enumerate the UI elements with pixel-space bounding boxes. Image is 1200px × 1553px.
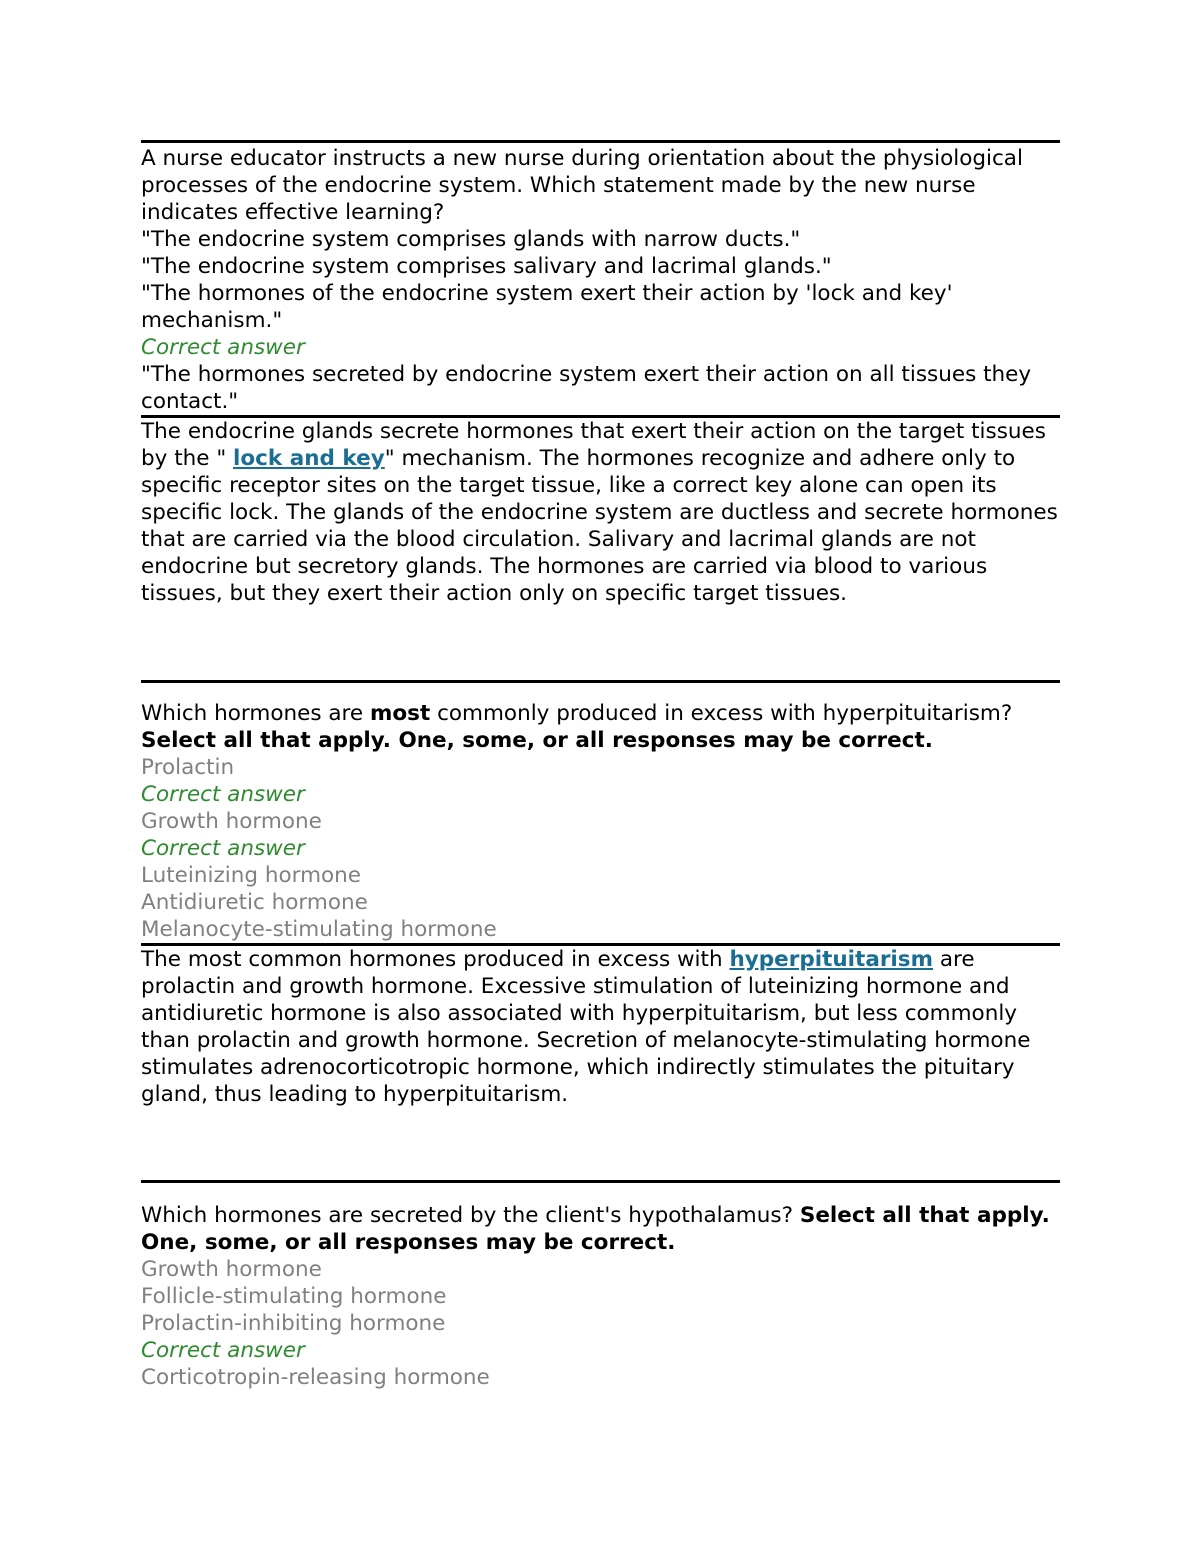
question-3: [141, 1183, 1060, 1391]
q1-rationale: [141, 418, 1060, 607]
q2-rationale-pre: The most common hormones produced in excess with: [141, 947, 730, 972]
q2-stem-pre: Which hormones are: [141, 701, 370, 726]
document-page: [141, 140, 1060, 1391]
q2-correct-answer-label-2: Correct answer: [141, 836, 305, 861]
q2-correct-answer-label-1: Correct answer: [141, 782, 305, 807]
q3-stem: [141, 1202, 1060, 1256]
q3-option-crh: Corticotropin-releasing hormone: [141, 1365, 490, 1390]
q1-rationale-pre: The endocrine glands secrete hormones that exert their action on the target tissues by the ": [141, 419, 1046, 471]
question-1: [141, 143, 1060, 415]
q2-stem: [141, 700, 1060, 754]
q1-option-2: "The endocrine system comprises salivary and lacrimal glands.": [141, 254, 832, 279]
q2-rationale-post: are prolactin and growth hormone. Excessive stimulation of luteinizing hormone and antidiuretic hormone is also associated with hyperpituitarism, but less commonly than prolactin and growth hormone. Secretion of melanocyte-stimulating hormone stimulates adrenocorticotropic hormone, which indirectly stimulates the pituitary gland, thus leading to hyperpituitarism.: [141, 947, 1031, 1107]
q2-instruction: Select all that apply. One, some, or all responses may be correct.: [141, 728, 933, 753]
q1-stem: A nurse educator instructs a new nurse during orientation about the physiological processes of the endocrine system. Which statement made by the new nurse indicates effective learning?: [141, 146, 1023, 225]
q3-instruction: Select all that apply. One, some, or all responses may be correct.: [141, 1203, 1050, 1255]
q2-option-growth-hormone: Growth hormone: [141, 809, 322, 834]
q3-option-fsh: Follicle-stimulating hormone: [141, 1284, 447, 1309]
q2-option-prolactin: Prolactin: [141, 755, 235, 780]
q1-rationale-text: [141, 418, 1060, 607]
q1-rationale-post: " mechanism. The hormones recognize and adhere only to specific receptor sites on the target tissue, like a correct key alone can open its specific lock. The glands of the endocrine system are ductless and secrete hormones that are carried via the blood circulation. Salivary and lacrimal glands are not endocrine but secretory glands. The hormones are carried via blood to various tissues, but they exert their action only on specific target tissues.: [141, 446, 1058, 606]
q3-stem-pre: Which hormones are secreted by the client's hypothalamus?: [141, 1203, 800, 1228]
q2-stem-mid: commonly produced in excess with hyperpituitarism?: [430, 701, 1013, 726]
q1-correct-answer-label: Correct answer: [141, 335, 305, 360]
q2-rationale: [141, 946, 1060, 1108]
q2-option-luteinizing-hormone: Luteinizing hormone: [141, 863, 362, 888]
q2-stem-emphasis: most: [369, 701, 431, 726]
q3-option-growth-hormone: Growth hormone: [141, 1257, 322, 1282]
q2-option-msh: Melanocyte-stimulating hormone: [141, 917, 497, 942]
q1-option-3: "The hormones of the endocrine system exert their action by 'lock and key' mechanism.": [141, 281, 953, 333]
q2-rationale-text: [141, 946, 1060, 1108]
hyperpituitarism-link[interactable]: hyperpituitarism: [729, 947, 934, 972]
question-2: [141, 683, 1060, 943]
q3-option-prolactin-inhibiting-hormone: Prolactin-inhibiting hormone: [141, 1311, 446, 1336]
q1-option-4: "The hormones secreted by endocrine system exert their action on all tissues they contact.": [141, 362, 1032, 414]
q3-correct-answer-label-1: Correct answer: [141, 1338, 305, 1363]
q1-option-1: "The endocrine system comprises glands with narrow ducts.": [141, 227, 801, 252]
lock-and-key-link[interactable]: lock and key: [233, 446, 385, 471]
q2-option-antidiuretic-hormone: Antidiuretic hormone: [141, 890, 368, 915]
